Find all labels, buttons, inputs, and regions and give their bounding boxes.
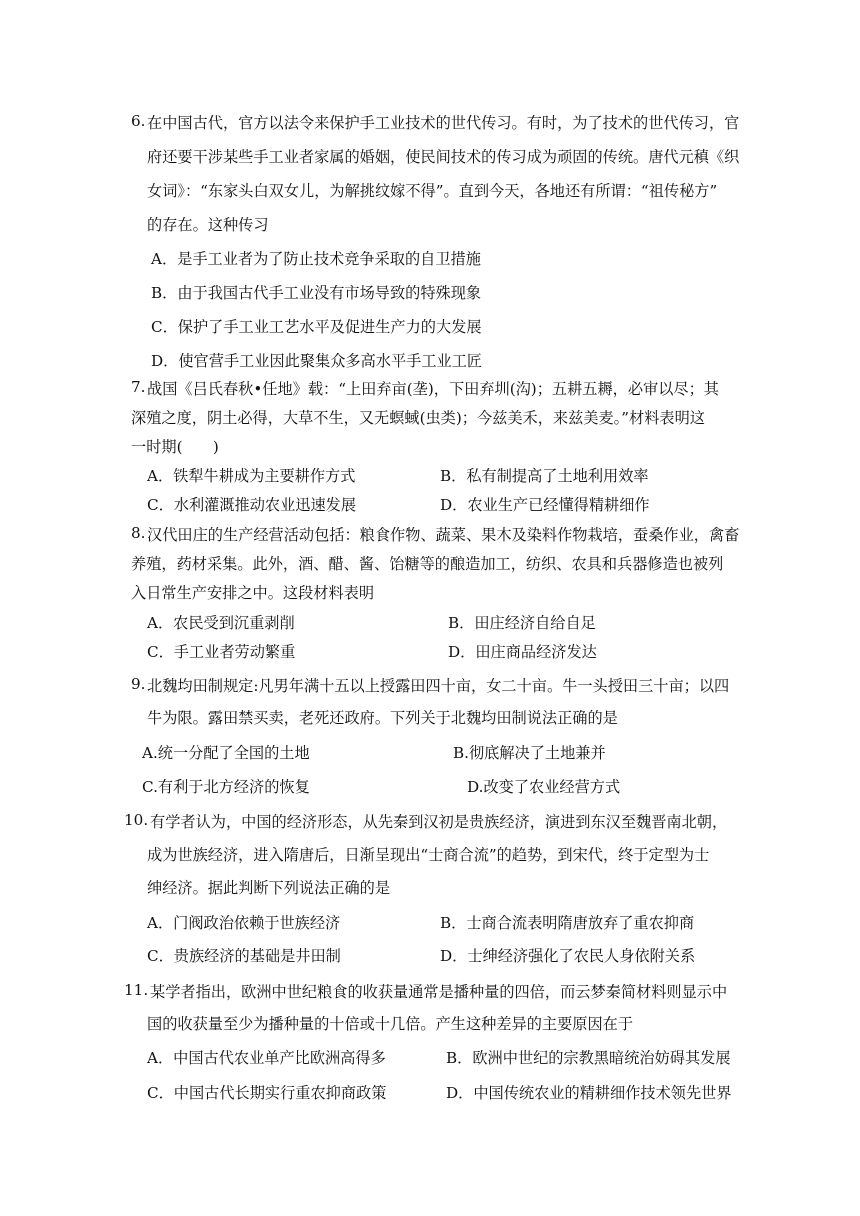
question-stem-line: 战国《吕氏春秋•任地》载：“上田弃亩(垄)，下田弃圳(沟)；五耕五耨，必审以尽；其 — [147, 380, 719, 398]
option-a[interactable]: A．是手工业者为了防止技术竞争采取的自卫措施 — [151, 250, 481, 268]
option-a[interactable]: A．铁犁牛耕成为主要耕作方式 — [147, 467, 356, 485]
option-a[interactable]: A．门阀政治依赖于世族经济 — [147, 914, 341, 932]
question-stem-line: 某学者指出，欧洲中世纪粮食的收获量通常是播种量的四倍，而云梦秦简材料则显示中 — [150, 983, 728, 1001]
option-c[interactable]: C．中国古代长期实行重农抑商政策 — [147, 1084, 387, 1102]
option-c[interactable]: C.有利于北方经济的恢复 — [142, 778, 310, 796]
question-number: 7. — [131, 378, 146, 396]
option-c[interactable]: C．保护了手工业工艺水平及促进生产力的大发展 — [151, 318, 482, 336]
option-d[interactable]: D．田庄商品经济发达 — [448, 643, 597, 661]
question-stem-line: 在中国古代，官方以法令来保护手工业技术的世代传习。有时，为了技术的世代传习，官 — [147, 114, 740, 132]
question-stem-line: 绅经济。据此判断下列说法正确的是 — [147, 879, 390, 897]
option-a[interactable]: A.统一分配了全国的土地 — [142, 744, 310, 762]
option-d[interactable]: D．士绅经济强化了农民人身依附关系 — [440, 947, 696, 965]
option-b[interactable]: B.彻底解决了土地兼并 — [453, 744, 606, 762]
option-a[interactable]: A．农民受到沉重剥削 — [147, 614, 295, 632]
question-stem-line: 养殖，药材采集。此外，酒、醋、酱、饴糖等的酿造加工，纺织、农具和兵器修造也被列 — [131, 555, 724, 573]
option-d[interactable]: D．使官营手工业因此聚集众多高水平手工业工匠 — [151, 352, 483, 370]
option-d[interactable]: D．农业生产已经懂得精耕细作 — [440, 496, 650, 514]
question-number: 11. — [124, 981, 149, 999]
option-d[interactable]: D.改变了农业经营方式 — [467, 778, 621, 796]
option-b[interactable]: B．私有制提高了土地利用效率 — [440, 467, 649, 485]
option-a[interactable]: A．中国古代农业单产比欧洲高得多 — [147, 1049, 386, 1067]
option-c[interactable]: C．水利灌溉推动农业迅速发展 — [147, 496, 357, 514]
question-stem-line: 府还要干涉某些手工业者家属的婚姻，使民间技术的传习成为顽固的传统。唐代元稹《织 — [147, 148, 740, 166]
option-b[interactable]: B．士商合流表明隋唐放弃了重农抑商 — [440, 914, 695, 932]
question-stem-line: 牛为限。露田禁买卖，老死还政府。下列关于北魏均田制说法正确的是 — [147, 709, 618, 727]
option-b[interactable]: B．由于我国古代手工业没有市场导致的特殊现象 — [151, 284, 482, 302]
question-stem-line: 深殖之度，阴土必得，大草不生，又无螟蜮(虫类)；今兹美禾，来兹美麦。”材料表明这 — [131, 409, 705, 427]
question-number: 9. — [131, 675, 146, 693]
question-stem-line: 汉代田庄的生产经营活动包括：粮食作物、蔬菜、果木及染料作物栽培，蚕桑作业，禽畜 — [147, 526, 740, 544]
question-stem-line: 成为世族经济，进入隋唐后，日渐呈现出“士商合流”的趋势，到宋代，终于定型为士 — [147, 846, 710, 864]
question-stem-line: 有学者认为，中国的经济形态，从先秦到汉初是贵族经济，演进到东汉至魏晋南北朝， — [150, 813, 728, 831]
option-c[interactable]: C．手工业者劳动繁重 — [147, 643, 296, 661]
question-number: 10. — [124, 811, 149, 829]
question-stem-line: 北魏均田制规定:凡男年满十五以上授露田四十亩，女二十亩。牛一头授田三十亩；以四 — [147, 677, 730, 695]
question-stem-line: 女词》：“东家头白双女儿，为解挑纹嫁不得”。直到今天，各地还有所谓：“祖传秘方” — [147, 182, 718, 200]
option-b[interactable]: B．欧洲中世纪的宗教黑暗统治妨碍其发展 — [446, 1049, 731, 1067]
option-b[interactable]: B．田庄经济自给自足 — [448, 614, 596, 632]
question-stem-line: 国的收获量至少为播种量的十倍或十几倍。产生这种差异的主要原因在于 — [147, 1015, 633, 1033]
option-d[interactable]: D．中国传统农业的精耕细作技术领先世界 — [446, 1084, 732, 1102]
question-stem-line: 的存在。这种传习 — [147, 216, 269, 234]
option-c[interactable]: C．贵族经济的基础是井田制 — [147, 947, 341, 965]
question-stem-line: 一时期( ) — [131, 438, 219, 456]
question-number: 6. — [131, 112, 146, 130]
question-stem-line: 入日常生产安排之中。这段材料表明 — [131, 584, 374, 602]
question-number: 8. — [131, 524, 146, 542]
